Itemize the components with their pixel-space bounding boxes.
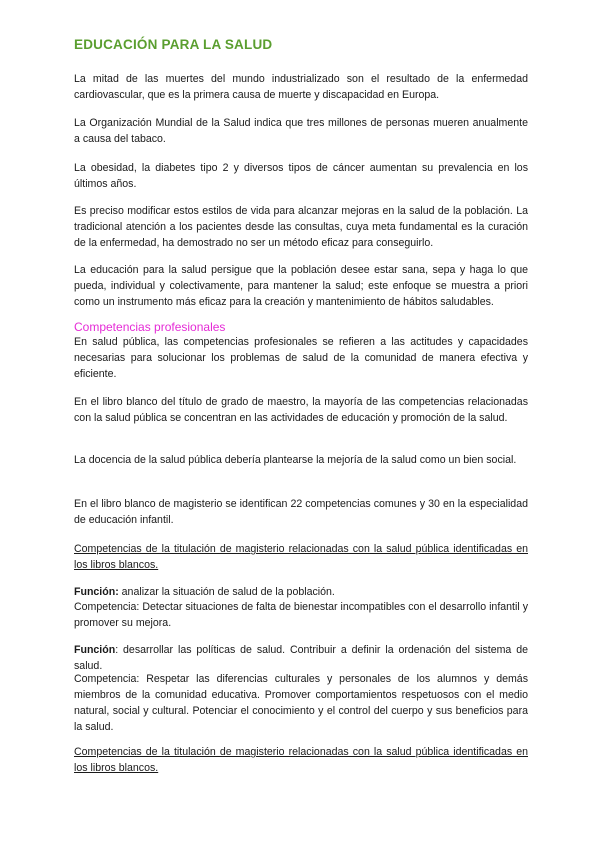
funcion-2-label: Función [74, 644, 116, 656]
paragraph-estilos-de-vida: Es preciso modificar estos estilos de vida para alcanzar mejoras en la salud de la población. La tradicional atención a los pacientes desde las consultas, cuya meta fundamental es la curación de la enfermedad, ha demostrado no ser un método eficaz para conseguirlo. [74, 205, 528, 249]
underlined-heading-competencias: Competencias de la titulación de magisterio relacionadas con la salud pública identificadas en los libros blancos. [74, 543, 528, 571]
paragraph-tabaco: La Organización Mundial de la Salud indica que tres millones de personas mueren anualmente a causa del tabaco. [74, 117, 528, 145]
underlined-heading-competencias-2: Competencias de la titulación de magisterio relacionadas con la salud pública identificadas en los libros blancos. [74, 746, 528, 774]
funcion-1 [74, 584, 528, 600]
funcion-1-text: analizar la situación de salud de la población. [118, 586, 335, 598]
funcion-2 [74, 642, 528, 674]
funcion-1-label: Función: [74, 586, 119, 598]
paragraph-docencia: La docencia de la salud pública debería plantearse la mejoría de la salud como un bien social. [74, 454, 517, 466]
paragraph-cardiovascular: La mitad de las muertes del mundo industrializado son el resultado de la enfermedad cardiovascular, que es la primera causa de muerte y discapacidad en Europa. [74, 73, 528, 101]
paragraph-educacion-salud: La educación para la salud persigue que la población desee estar sana, sepa y haga lo que pueda, individual y colectivamente, para mantener la salud; este enfoque se muestra a priori como un instrumento más eficaz para la creación y mantenimiento de hábitos saludables. [74, 264, 528, 308]
section-heading-competencias: Competencias profesionales [74, 320, 226, 334]
competencia-1: Competencia: Detectar situaciones de falta de bienestar incompatibles con el desarrollo infantil y promover su mejora. [74, 601, 528, 629]
paragraph-obesidad: La obesidad, la diabetes tipo 2 y diversos tipos de cáncer aumentan su prevalencia en los últimos años. [74, 162, 528, 190]
paragraph-22-competencias: En el libro blanco de magisterio se identifican 22 competencias comunes y 30 en la especialidad de educación infantil. [74, 498, 528, 526]
page-title: EDUCACIÓN PARA LA SALUD [74, 37, 273, 52]
funcion-2-text: : desarrollar las políticas de salud. Contribuir a definir la ordenación del sistema de salud. [74, 644, 528, 672]
paragraph-libro-blanco: En el libro blanco del título de grado de maestro, la mayoría de las competencias relacionadas con la salud pública se concentran en las actividades de educación y promoción de la salud. [74, 396, 528, 424]
paragraph-salud-publica: En salud pública, las competencias profesionales se refieren a las actitudes y capacidades necesarias para solucionar los problemas de salud de la comunidad de manera efectiva y eficiente. [74, 336, 528, 380]
competencia-2: Competencia: Respetar las diferencias culturales y personales de los alumnos y demás miembros de la comunidad educativa. Promover comportamientos respetuosos con el medio natural, social y cultural. Potenciar el conocimiento y el control del cuerpo y sus beneficios para la salud. [74, 673, 528, 733]
